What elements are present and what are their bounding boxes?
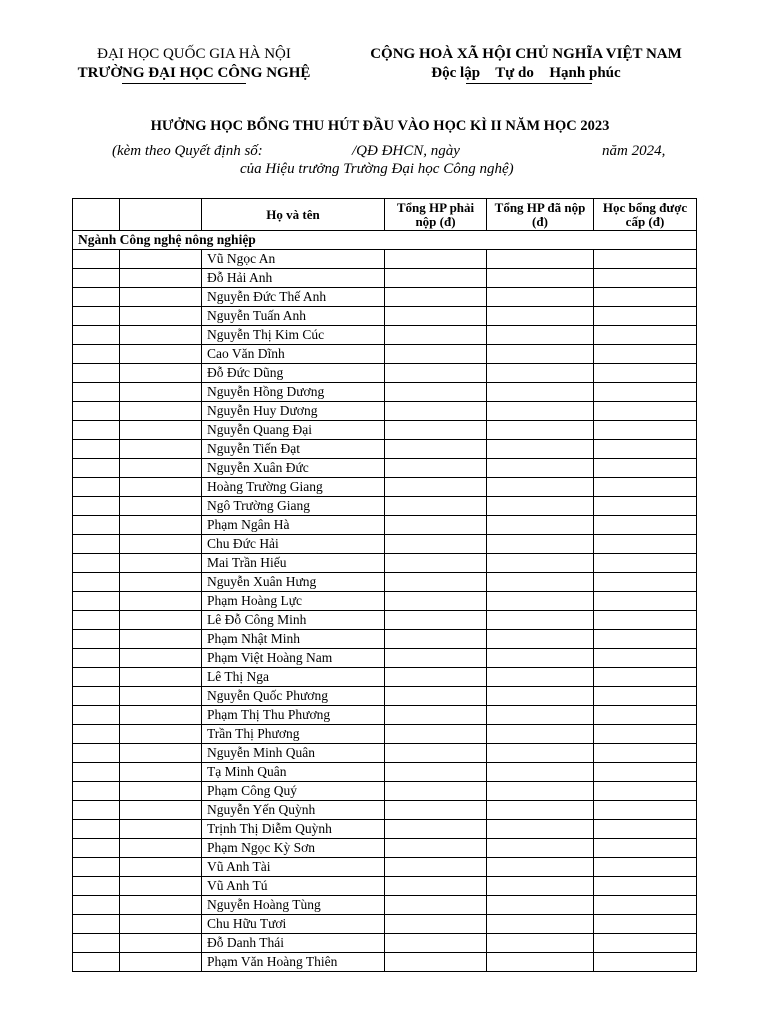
table-cell (120, 725, 202, 744)
table-row (73, 345, 697, 364)
table-cell (594, 934, 697, 953)
section-row (73, 231, 697, 250)
student-name: Nguyễn Huy Dương (202, 402, 385, 421)
table-row (73, 630, 697, 649)
table-row (73, 953, 697, 972)
table-cell (385, 782, 487, 801)
table-cell (594, 592, 697, 611)
table-cell (73, 307, 120, 326)
table-cell (487, 763, 594, 782)
table-row (73, 725, 697, 744)
table-cell (385, 858, 487, 877)
table-cell (385, 611, 487, 630)
student-name: Phạm Hoàng Lực (202, 592, 385, 611)
student-name: Ngô Trường Giang (202, 497, 385, 516)
student-name: Phạm Văn Hoàng Thiên (202, 953, 385, 972)
motto (348, 64, 704, 83)
table-cell (594, 459, 697, 478)
table-cell (385, 269, 487, 288)
table-cell (385, 364, 487, 383)
table-cell (120, 345, 202, 364)
country-name: CỘNG HOÀ XÃ HỘI CHỦ NGHĨA VIỆT NAM (370, 46, 682, 62)
table-row (73, 554, 697, 573)
student-name: Nguyễn Yến Quỳnh (202, 801, 385, 820)
table-cell (487, 858, 594, 877)
student-name: Nguyễn Minh Quân (202, 744, 385, 763)
table-cell (73, 554, 120, 573)
student-name: Lê Đỗ Công Minh (202, 611, 385, 630)
col-header-fee-paid: Tổng HP đã nộp (đ) (487, 199, 594, 231)
student-name: Chu Đức Hải (202, 535, 385, 554)
table-cell (385, 934, 487, 953)
table-cell (385, 326, 487, 345)
table-cell (73, 782, 120, 801)
table-cell (120, 801, 202, 820)
table-cell (120, 896, 202, 915)
table-cell (385, 953, 487, 972)
col-header-fee-due: Tổng HP phải nộp (đ) (385, 199, 487, 231)
student-name: Đỗ Đức Dũng (202, 364, 385, 383)
table-cell (385, 592, 487, 611)
table-cell (73, 326, 120, 345)
table-row (73, 573, 697, 592)
table-cell (120, 687, 202, 706)
table-cell (73, 896, 120, 915)
table-cell (120, 326, 202, 345)
table-cell (594, 744, 697, 763)
student-name: Nguyễn Xuân Đức (202, 459, 385, 478)
table-cell (73, 687, 120, 706)
table-cell (120, 288, 202, 307)
col-header-scholarship: Học bổng được cấp (đ) (594, 199, 697, 231)
table-cell (385, 763, 487, 782)
table-cell (487, 307, 594, 326)
student-name: Phạm Việt Hoàng Nam (202, 649, 385, 668)
table-cell (594, 725, 697, 744)
table-cell (487, 364, 594, 383)
table-cell (73, 383, 120, 402)
student-name: Phạm Ngọc Kỳ Sơn (202, 839, 385, 858)
table-cell (594, 478, 697, 497)
table-row (73, 801, 697, 820)
table-row (73, 839, 697, 858)
table-cell (594, 554, 697, 573)
table-cell (594, 839, 697, 858)
table-cell (594, 611, 697, 630)
table-cell (594, 402, 697, 421)
table-cell (385, 877, 487, 896)
table-row (73, 535, 697, 554)
student-name: Mai Trần Hiếu (202, 554, 385, 573)
table-cell (487, 896, 594, 915)
table-row (73, 497, 697, 516)
student-name: Nguyễn Hoàng Tùng (202, 896, 385, 915)
table-cell (73, 934, 120, 953)
table-row (73, 364, 697, 383)
table-cell (594, 782, 697, 801)
table-cell (487, 269, 594, 288)
table-row (73, 649, 697, 668)
table-row (73, 307, 697, 326)
table-row (73, 269, 697, 288)
table-cell (120, 839, 202, 858)
right-underline (466, 83, 592, 84)
subtitle-part-2: /QĐ ĐHCN, ngày (352, 143, 460, 159)
table-cell (73, 915, 120, 934)
col-header-name: Họ và tên (202, 199, 385, 231)
student-name: Trần Thị Phương (202, 725, 385, 744)
table-cell (594, 383, 697, 402)
motto-part-1: Độc lập (431, 65, 481, 81)
table-cell (120, 554, 202, 573)
table-cell (385, 839, 487, 858)
student-name: Vũ Anh Tài (202, 858, 385, 877)
table-cell (120, 763, 202, 782)
header-left (44, 45, 344, 83)
table-cell (73, 497, 120, 516)
student-name: Nguyễn Tuấn Anh (202, 307, 385, 326)
student-name: Chu Hữu Tươi (202, 915, 385, 934)
motto-part-2: Tự do (495, 65, 534, 81)
table-row (73, 459, 697, 478)
table-cell (73, 478, 120, 497)
student-name: Hoàng Trường Giang (202, 478, 385, 497)
table-cell (120, 744, 202, 763)
table-cell (385, 288, 487, 307)
table-cell (594, 307, 697, 326)
table-cell (487, 744, 594, 763)
student-name: Nguyễn Đức Thế Anh (202, 288, 385, 307)
col-header-2 (120, 199, 202, 231)
table-row (73, 896, 697, 915)
table-cell (385, 801, 487, 820)
student-name: Phạm Ngân Hà (202, 516, 385, 535)
table-cell (594, 535, 697, 554)
table-row (73, 877, 697, 896)
table-cell (487, 820, 594, 839)
table-row (73, 687, 697, 706)
table-cell (594, 421, 697, 440)
table-cell (73, 801, 120, 820)
subtitle-line-2: của Hiệu trưởng Trường Đại học Công nghệ) (240, 161, 514, 177)
table-cell (385, 478, 487, 497)
table-cell (487, 516, 594, 535)
table-cell (385, 307, 487, 326)
table-cell (594, 877, 697, 896)
table-cell (73, 668, 120, 687)
table-cell (385, 896, 487, 915)
table-cell (73, 573, 120, 592)
table-cell (385, 649, 487, 668)
table-cell (120, 535, 202, 554)
subtitle-part-3: năm 2024, (602, 143, 666, 159)
table-row (73, 478, 697, 497)
table-cell (594, 269, 697, 288)
table-cell (487, 592, 594, 611)
table-cell (120, 421, 202, 440)
table-row (73, 421, 697, 440)
table-cell (487, 801, 594, 820)
table-cell (120, 478, 202, 497)
university-name: ĐẠI HỌC QUỐC GIA HÀ NỘI (97, 46, 291, 62)
table-row (73, 402, 697, 421)
table-row (73, 326, 697, 345)
student-name: Phạm Công Quý (202, 782, 385, 801)
table-cell (73, 421, 120, 440)
table-cell (487, 383, 594, 402)
table-cell (120, 440, 202, 459)
table-cell (594, 858, 697, 877)
table-cell (594, 364, 697, 383)
table-cell (594, 820, 697, 839)
table-row (73, 706, 697, 725)
table-cell (120, 668, 202, 687)
table-cell (385, 440, 487, 459)
table-cell (73, 611, 120, 630)
table-cell (487, 478, 594, 497)
student-name: Lê Thị Nga (202, 668, 385, 687)
student-name: Nguyễn Quang Đại (202, 421, 385, 440)
table-cell (487, 402, 594, 421)
table-cell (73, 440, 120, 459)
table-cell (73, 706, 120, 725)
table-row (73, 440, 697, 459)
table-cell (594, 668, 697, 687)
table-cell (594, 440, 697, 459)
table-cell (120, 820, 202, 839)
student-name: Nguyễn Hồng Dương (202, 383, 385, 402)
table-cell (73, 516, 120, 535)
table-row (73, 820, 697, 839)
table-cell (487, 554, 594, 573)
student-name: Phạm Nhật Minh (202, 630, 385, 649)
left-underline (122, 83, 246, 84)
table-cell (594, 953, 697, 972)
table-cell (487, 934, 594, 953)
table-cell (120, 497, 202, 516)
student-name: Cao Văn Dĩnh (202, 345, 385, 364)
table-cell (73, 953, 120, 972)
student-name: Phạm Thị Thu Phương (202, 706, 385, 725)
table-cell (385, 459, 487, 478)
table-cell (487, 250, 594, 269)
table-cell (594, 687, 697, 706)
student-name: Nguyễn Quốc Phương (202, 687, 385, 706)
table-cell (120, 630, 202, 649)
table-cell (487, 725, 594, 744)
table-row (73, 611, 697, 630)
table-cell (120, 402, 202, 421)
table-cell (487, 288, 594, 307)
table-cell (120, 383, 202, 402)
table-cell (385, 421, 487, 440)
table-cell (594, 915, 697, 934)
table-cell (487, 687, 594, 706)
table-cell (487, 459, 594, 478)
table-cell (594, 288, 697, 307)
table-row (73, 516, 697, 535)
table-cell (487, 345, 594, 364)
table-cell (73, 269, 120, 288)
table-cell (73, 402, 120, 421)
table-cell (385, 554, 487, 573)
student-name: Nguyễn Xuân Hưng (202, 573, 385, 592)
table-cell (385, 725, 487, 744)
header-right (348, 45, 704, 83)
school-name: TRƯỜNG ĐẠI HỌC CÔNG NGHỆ (77, 65, 311, 81)
table-cell (120, 364, 202, 383)
table-cell (385, 383, 487, 402)
table-cell (487, 877, 594, 896)
table-cell (120, 592, 202, 611)
table-cell (73, 592, 120, 611)
table-cell (487, 915, 594, 934)
table-cell (120, 269, 202, 288)
table-cell (487, 326, 594, 345)
table-cell (73, 839, 120, 858)
table-cell (487, 573, 594, 592)
table-cell (120, 877, 202, 896)
table-cell (385, 630, 487, 649)
table-cell (594, 630, 697, 649)
table-cell (120, 649, 202, 668)
table-row (73, 592, 697, 611)
table-header-row (73, 199, 697, 231)
table-row (73, 782, 697, 801)
section-title: Ngành Công nghệ nông nghiệp (73, 231, 697, 250)
table-cell (487, 630, 594, 649)
table-cell (385, 706, 487, 725)
table-cell (73, 820, 120, 839)
table-cell (487, 839, 594, 858)
table-row (73, 763, 697, 782)
table-cell (594, 649, 697, 668)
table-cell (73, 858, 120, 877)
table-cell (594, 896, 697, 915)
table-cell (120, 250, 202, 269)
table-row (73, 668, 697, 687)
table-cell (487, 611, 594, 630)
student-name: Nguyễn Thị Kim Cúc (202, 326, 385, 345)
table-cell (385, 687, 487, 706)
student-name: Nguyễn Tiến Đạt (202, 440, 385, 459)
table-cell (594, 801, 697, 820)
motto-part-3: Hạnh phúc (549, 65, 621, 81)
table-cell (73, 725, 120, 744)
table-row (73, 250, 697, 269)
table-cell (73, 459, 120, 478)
table-row (73, 744, 697, 763)
table-row (73, 915, 697, 934)
table-cell (487, 668, 594, 687)
table-cell (73, 744, 120, 763)
table-cell (594, 763, 697, 782)
table-cell (73, 250, 120, 269)
document-title: HƯỞNG HỌC BỔNG THU HÚT ĐẦU VÀO HỌC KÌ II NĂM HỌC 2023 (150, 118, 610, 134)
table-cell (487, 706, 594, 725)
table-cell (73, 288, 120, 307)
student-name: Tạ Minh Quân (202, 763, 385, 782)
table-cell (120, 611, 202, 630)
table-cell (487, 440, 594, 459)
table-cell (385, 744, 487, 763)
table-cell (120, 953, 202, 972)
student-name: Vũ Ngọc An (202, 250, 385, 269)
student-name: Trịnh Thị Diễm Quỳnh (202, 820, 385, 839)
table-row (73, 288, 697, 307)
table-cell (385, 820, 487, 839)
table-cell (487, 497, 594, 516)
table-cell (120, 706, 202, 725)
subtitle-part-1: (kèm theo Quyết định số: (112, 143, 263, 159)
table-cell (385, 497, 487, 516)
table-cell (594, 573, 697, 592)
table-cell (73, 630, 120, 649)
table-cell (487, 953, 594, 972)
table-cell (120, 915, 202, 934)
table-cell (487, 421, 594, 440)
table-cell (594, 516, 697, 535)
table-cell (594, 706, 697, 725)
table-cell (120, 934, 202, 953)
table-cell (487, 782, 594, 801)
table-cell (385, 402, 487, 421)
table-cell (73, 364, 120, 383)
table-row (73, 858, 697, 877)
table-cell (385, 535, 487, 554)
table-cell (73, 649, 120, 668)
table-cell (594, 497, 697, 516)
table-cell (73, 535, 120, 554)
table-cell (385, 573, 487, 592)
scholarship-table (72, 198, 697, 972)
student-name: Đỗ Danh Thái (202, 934, 385, 953)
col-header-1 (73, 199, 120, 231)
table-cell (385, 668, 487, 687)
table-cell (594, 345, 697, 364)
table-cell (385, 915, 487, 934)
table-cell (385, 345, 487, 364)
table-row (73, 934, 697, 953)
table-cell (73, 345, 120, 364)
table-cell (487, 649, 594, 668)
table-cell (385, 516, 487, 535)
table-cell (73, 763, 120, 782)
table-cell (73, 877, 120, 896)
table-cell (120, 573, 202, 592)
table-cell (120, 516, 202, 535)
table-cell (120, 459, 202, 478)
table-cell (487, 535, 594, 554)
table-cell (385, 250, 487, 269)
table-cell (120, 307, 202, 326)
table-cell (120, 782, 202, 801)
student-name: Đỗ Hải Anh (202, 269, 385, 288)
table-cell (120, 858, 202, 877)
student-name: Vũ Anh Tú (202, 877, 385, 896)
table-row (73, 383, 697, 402)
table-cell (594, 250, 697, 269)
table-cell (594, 326, 697, 345)
